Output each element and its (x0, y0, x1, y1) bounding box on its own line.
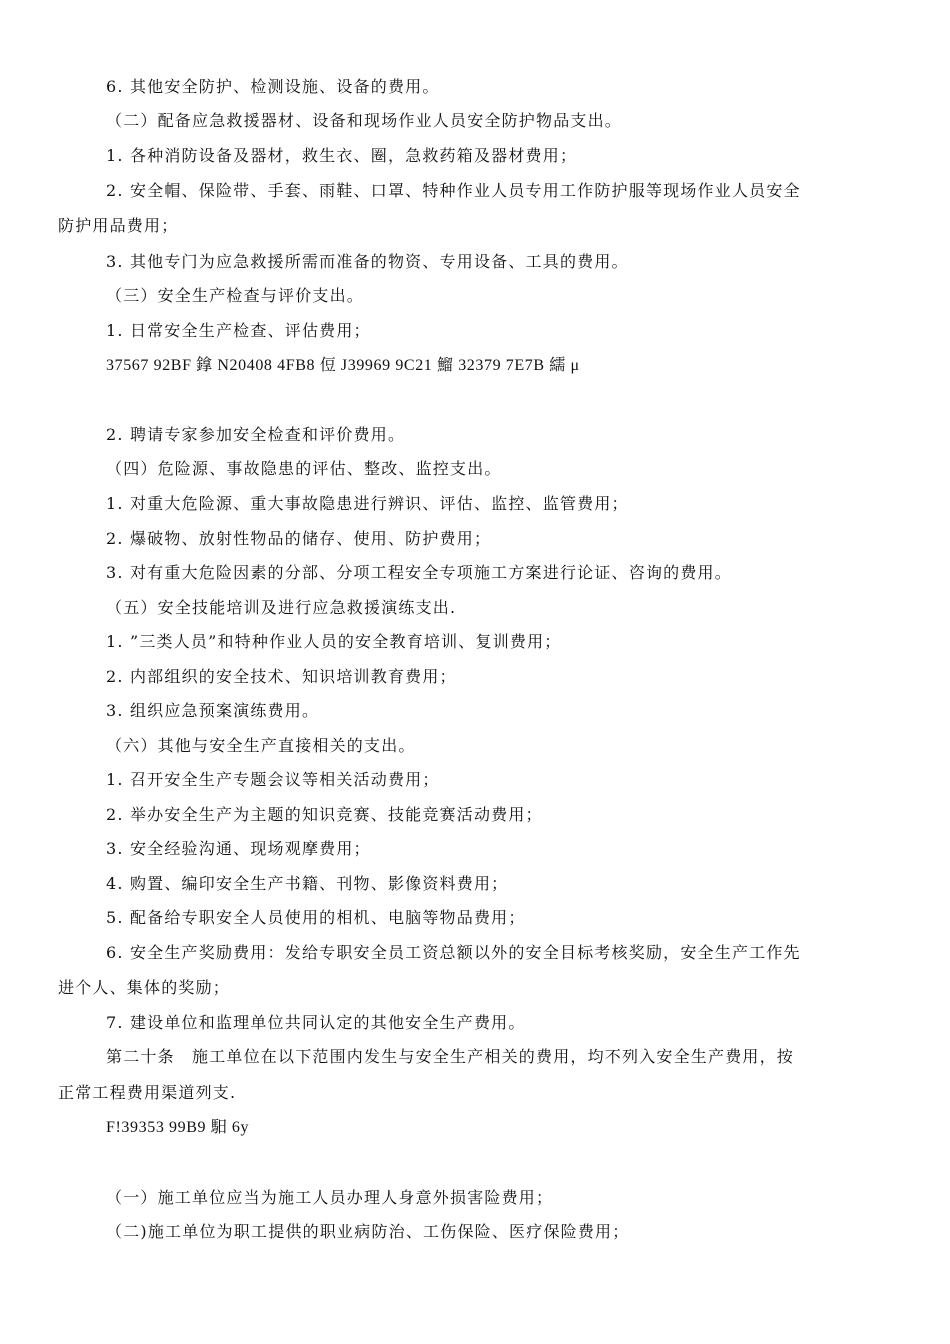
text-line: （二)施工单位为职工提供的职业病防治、工伤保险、医疗保险费用； (106, 1222, 630, 1241)
text-line: 3. 组织应急预案演练费用。 (106, 701, 320, 720)
text-line: 3. 对有重大危险因素的分部、分项工程安全专项施工方案进行论证、咨询的费用。 (106, 563, 732, 582)
section-heading: （四）危险源、事故隐患的评估、整改、监控支出。 (106, 459, 502, 478)
text-line: 1. 召开安全生产专题会议等相关活动费用； (106, 770, 440, 789)
section-heading: （五）安全技能培训及进行应急救援演练支出. (106, 598, 457, 617)
text-line: 2. 举办安全生产为主题的知识竞赛、技能竞赛活动费用； (106, 805, 543, 824)
text-line: 4. 购置、编印安全生产书籍、刊物、影像资料费用； (106, 874, 509, 893)
text-line: 1. ”三类人员”和特种作业人员的安全教育培训、复训费用； (106, 632, 562, 651)
text-line: 1. 对重大危险源、重大事故隐患进行辨识、评估、监控、监管费用； (106, 494, 629, 513)
section-heading: （六）其他与安全生产直接相关的支出。 (106, 736, 416, 755)
section-heading: （二）配备应急救援器材、设备和现场作业人员安全防护物品支出。 (106, 111, 623, 130)
text-line: 7. 建设单位和监理单位共同认定的其他安全生产费用。 (106, 1013, 526, 1032)
text-line: 2. 聘请专家参加安全检查和评价费用。 (106, 425, 406, 444)
text-line: 防护用品费用； (58, 216, 179, 235)
text-line: 1. 各种消防设备及器材，救生衣、圈，急救药箱及器材费用； (106, 146, 578, 165)
text-line: 1. 日常安全生产检查、评估费用； (106, 321, 371, 340)
text-line: 3. 安全经验沟通、现场观摩费用； (106, 839, 371, 858)
text-line: 6. 其他安全防护、检测设施、设备的费用。 (106, 77, 440, 96)
text-line: 2. 安全帽、保险带、手套、雨鞋、口罩、特种作业人员专用工作防护服等现场作业人员安全 (106, 181, 801, 200)
text-line: 3. 其他专门为应急救援所需而准备的物资、专用设备、工具的费用。 (106, 252, 629, 271)
garbled-code-line: 37567 92BF 鎿 N20408 4FB8 侸 J39969 9C21 鰡 32379 7E7B 繻 μ (106, 357, 580, 374)
text-line: 6. 安全生产奖励费用：发给专职安全员工资总额以外的安全目标考核奖励，安全生产工作先 (106, 943, 801, 962)
text-line: 正常工程费用渠道列支. (58, 1083, 237, 1102)
text-line: 2. 内部组织的安全技术、知识培训教育费用； (106, 667, 457, 686)
text-line: （一）施工单位应当为施工人员办理人身意外损害险费用； (106, 1188, 554, 1207)
text-line: 5. 配备给专职安全人员使用的相机、电脑等物品费用； (106, 908, 526, 927)
article-heading: 第二十条 施工单位在以下范围内发生与安全生产相关的费用，均不列入安全生产费用，按 (106, 1047, 795, 1066)
section-heading: （三）安全生产检查与评价支出。 (106, 286, 365, 305)
text-line: 进个人、集体的奖励； (58, 978, 231, 997)
text-line: 2. 爆破物、放射性物品的储存、使用、防护费用； (106, 529, 492, 548)
garbled-code-line: F!39353 99B9 馹 6y (106, 1119, 250, 1136)
